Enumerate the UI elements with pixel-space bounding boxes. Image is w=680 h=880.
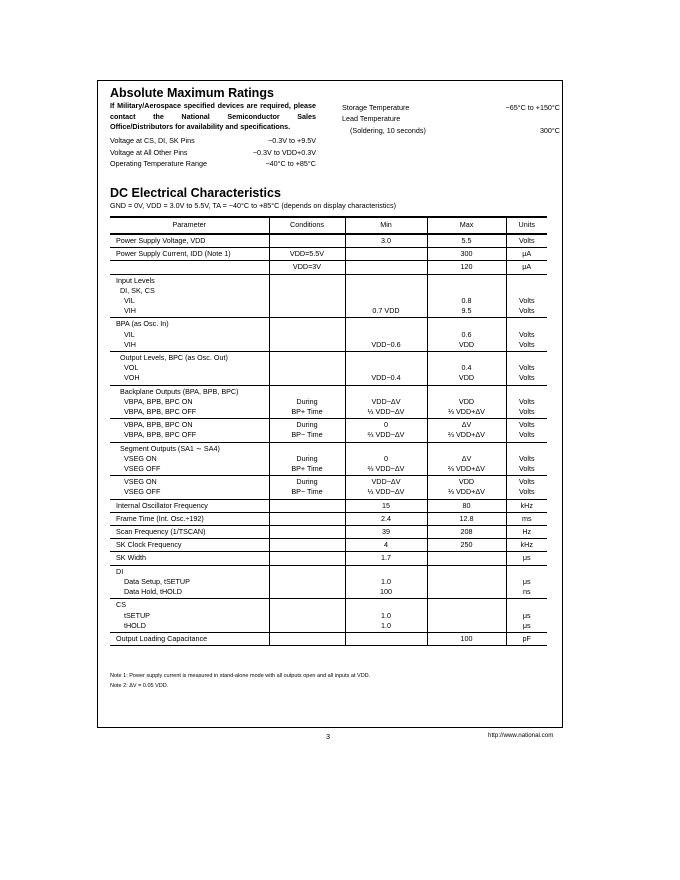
cell-min: VDD−ΔV ⅓ VDD−ΔV — [345, 476, 427, 499]
table-header-row — [110, 217, 547, 234]
cell-max: 0.4 VDD — [427, 352, 506, 386]
amr-right-label: Lead Temperature — [342, 114, 401, 123]
cell-parameter: Segment Outputs (SA1 ∼ SA4) VSEG ON VSEG OFF — [110, 442, 269, 476]
table-row — [110, 632, 547, 645]
cell-max — [427, 552, 506, 565]
table-row — [110, 565, 547, 599]
header-parameter: Parameter — [110, 217, 269, 234]
cell-min: VDD−ΔV ⅓ VDD−ΔV — [345, 385, 427, 419]
table-row — [110, 274, 547, 318]
cell-parameter: VBPA, BPB, BPC ON VBPA, BPB, BPC OFF — [110, 419, 269, 442]
cell-units: Hz — [506, 526, 547, 539]
amr-right-label: Storage Temperature — [342, 102, 410, 112]
amr-left-block — [110, 101, 316, 170]
cell-min: 2.4 — [345, 512, 427, 525]
cell-units: Volts Volts — [506, 274, 547, 318]
cell-min: 0 ⅔ VDD−ΔV — [345, 419, 427, 442]
cell-units: Volts Volts — [506, 352, 547, 386]
table-row — [110, 442, 547, 476]
cell-parameter: DI Data Setup, tSETUP Data Hold, tHOLD — [110, 565, 269, 599]
amr-left-label: Operating Temperature Range — [110, 159, 207, 168]
amr-left-row — [110, 159, 316, 171]
cell-parameter: Internal Oscillator Frequency — [110, 499, 269, 512]
cell-max: 100 — [427, 632, 506, 645]
amr-title: Absolute Maximum Ratings — [110, 86, 274, 100]
cell-parameter: Backplane Outputs (BPA, BPB, BPC) VBPA, BPB, BPC ON VBPA, BPB, BPC OFF — [110, 385, 269, 419]
cell-parameter: VSEG ON VSEG OFF — [110, 476, 269, 499]
cell-conditions — [269, 318, 345, 352]
cell-parameter: Power Supply Current, IDD (Note 1) — [110, 248, 269, 261]
cell-parameter: Output Loading Capacitance — [110, 632, 269, 645]
footer-url[interactable]: http://www.national.com — [488, 732, 554, 739]
table-row — [110, 318, 547, 352]
cell-parameter: Output Levels, BPC (as Osc. Out) VOL VOH — [110, 352, 269, 386]
cell-conditions: During BP− Time — [269, 476, 345, 499]
cell-max: 80 — [427, 499, 506, 512]
cell-max: ΔV ⅔ VDD+ΔV — [427, 442, 506, 476]
cell-parameter: Input Levels DI, SK, CS VIL VIH — [110, 274, 269, 318]
cell-units: μA — [506, 261, 547, 274]
cell-min — [345, 261, 427, 274]
cell-min: 4 — [345, 539, 427, 552]
amr-left-row — [110, 147, 316, 159]
cell-conditions — [269, 274, 345, 318]
cell-conditions: During BP+ Time — [269, 385, 345, 419]
table-row — [110, 526, 547, 539]
cell-parameter: SK Clock Frequency — [110, 539, 269, 552]
amr-right-row — [342, 125, 560, 137]
amr-right-value: −65°C to +150°C — [505, 102, 560, 112]
cell-units: μA — [506, 248, 547, 261]
amr-right-label: (Soldering, 10 seconds) — [350, 125, 426, 135]
cell-conditions — [269, 512, 345, 525]
cell-conditions — [269, 234, 345, 248]
cell-max: 0.6 VDD — [427, 318, 506, 352]
cell-conditions — [269, 526, 345, 539]
note-2: Note 2: ΔV = 0.05 VDD. — [110, 683, 169, 689]
dc-title: DC Electrical Characteristics — [110, 186, 281, 200]
table-row — [110, 476, 547, 499]
cell-parameter: SK Width — [110, 552, 269, 565]
cell-max: 120 — [427, 261, 506, 274]
cell-conditions — [269, 539, 345, 552]
cell-max: 208 — [427, 526, 506, 539]
cell-conditions — [269, 632, 345, 645]
cell-max: 250 — [427, 539, 506, 552]
cell-min: 1.7 — [345, 552, 427, 565]
table-row — [110, 385, 547, 419]
cell-min: 15 — [345, 499, 427, 512]
cell-units: Volts Volts — [506, 442, 547, 476]
dc-subtitle: GND = 0V, VDD = 3.0V to 5.5V, TA = −40°C to +85°C (depends on display characteristics) — [110, 201, 397, 210]
cell-conditions — [269, 552, 345, 565]
table-row — [110, 419, 547, 442]
cell-units: Volts Volts — [506, 476, 547, 499]
cell-min: 0 ⅔ VDD−ΔV — [345, 442, 427, 476]
amr-left-label: Voltage at All Other Pins — [110, 147, 188, 157]
cell-min: 0.7 VDD — [345, 274, 427, 318]
cell-min — [345, 632, 427, 645]
amr-left-value: −40°C to +85°C — [265, 159, 316, 168]
cell-max: ΔV ⅔ VDD+ΔV — [427, 419, 506, 442]
amr-left-value: −0.3V to +9.5V — [268, 136, 316, 145]
amr-right-row — [342, 114, 560, 126]
cell-max: VDD ⅓ VDD+ΔV — [427, 476, 506, 499]
cell-units: μs — [506, 552, 547, 565]
cell-conditions — [269, 499, 345, 512]
table-row — [110, 234, 547, 248]
table-row — [110, 261, 547, 274]
table-row — [110, 352, 547, 386]
cell-units: kHz — [506, 499, 547, 512]
cell-conditions: During BP− Time — [269, 419, 345, 442]
amr-right-value: 300°C — [539, 125, 560, 135]
cell-parameter: BPA (as Osc. In) VIL VIH — [110, 318, 269, 352]
header-conditions: Conditions — [269, 217, 345, 234]
table-row — [110, 499, 547, 512]
page-number: 3 — [326, 732, 330, 741]
note-1: Note 1: Power supply current is measured in stand-alone mode with all outputs open and all inputs at VDD. — [110, 673, 371, 679]
cell-units: Volts Volts — [506, 318, 547, 352]
cell-max: 5.5 — [427, 234, 506, 248]
cell-max: 0.8 9.5 — [427, 274, 506, 318]
cell-conditions — [269, 599, 345, 633]
header-max: Max — [427, 217, 506, 234]
cell-units: Volts Volts — [506, 419, 547, 442]
cell-conditions — [269, 565, 345, 599]
header-units: Units — [506, 217, 547, 234]
table-row — [110, 539, 547, 552]
table-row — [110, 512, 547, 525]
table-row — [110, 552, 547, 565]
cell-parameter: Frame Time (Int. Osc.÷192) — [110, 512, 269, 525]
cell-min — [345, 248, 427, 261]
cell-conditions — [269, 352, 345, 386]
cell-min: VDD−0.4 — [345, 352, 427, 386]
cell-min: 39 — [345, 526, 427, 539]
cell-max: VDD ⅓ VDD+ΔV — [427, 385, 506, 419]
cell-units: pF — [506, 632, 547, 645]
amr-right-block — [342, 102, 560, 137]
cell-min: VDD−0.6 — [345, 318, 427, 352]
table-row — [110, 599, 547, 633]
amr-left-row — [110, 136, 316, 148]
cell-parameter: CS tSETUP tHOLD — [110, 599, 269, 633]
cell-min: 1.0 1.0 — [345, 599, 427, 633]
cell-max: 300 — [427, 248, 506, 261]
cell-conditions: VDD=5.5V — [269, 248, 345, 261]
amr-warning: If Military/Aerospace specified devices are required, please contact the National Semiconductor Sales Office/Distributors for availability and specifications. — [110, 101, 316, 131]
cell-max: 12.8 — [427, 512, 506, 525]
cell-conditions: During BP+ Time — [269, 442, 345, 476]
table-row — [110, 248, 547, 261]
cell-units: μs ns — [506, 565, 547, 599]
cell-units: Volts — [506, 234, 547, 248]
amr-left-value: −0.3V to VDD+0.3V — [252, 147, 316, 157]
cell-units: μs μs — [506, 599, 547, 633]
dc-table — [110, 216, 547, 646]
cell-units: ms — [506, 512, 547, 525]
cell-parameter: Power Supply Voltage, VDD — [110, 234, 269, 248]
amr-left-label: Voltage at CS, DI, SK Pins — [110, 136, 195, 145]
cell-units: Volts Volts — [506, 385, 547, 419]
cell-conditions: VDD=3V — [269, 261, 345, 274]
cell-min: 3.0 — [345, 234, 427, 248]
cell-max — [427, 565, 506, 599]
cell-units: kHz — [506, 539, 547, 552]
cell-max — [427, 599, 506, 633]
cell-parameter — [110, 261, 269, 274]
cell-parameter: Scan Frequency (1/TSCAN) — [110, 526, 269, 539]
amr-right-row — [342, 102, 560, 114]
notes — [110, 671, 370, 691]
cell-min: 1.0 100 — [345, 565, 427, 599]
header-min: Min — [345, 217, 427, 234]
